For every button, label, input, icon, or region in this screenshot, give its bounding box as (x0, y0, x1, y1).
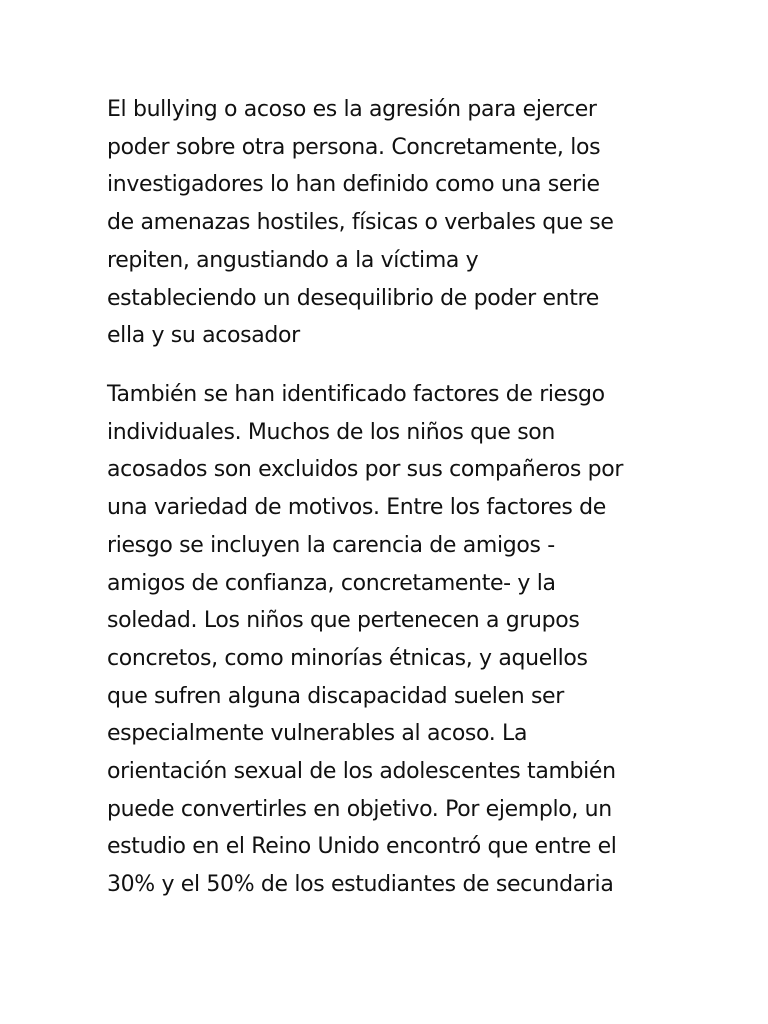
text-line: El bullying o acoso es la agresión para ejercer (107, 97, 597, 122)
text-line: riesgo se incluyen la carencia de amigos - (107, 532, 555, 558)
text-line: soledad. Los niños que pertenecen a grupos (107, 608, 580, 634)
text-line: poder sobre otra persona. Concretamente, los (107, 134, 601, 160)
text-line: puede convertirles en objetivo. Por ejemplo, un (107, 796, 612, 822)
text-line: 30% y el 50% de los estudiantes de secundaria (107, 872, 614, 898)
paragraph-1 (107, 91, 707, 355)
text-line: individuales. Muchos de los niños que son (107, 419, 556, 445)
text-line: estableciendo un desequilibrio de poder entre (107, 285, 599, 311)
text-line: investigadores lo han definido como una serie (107, 172, 600, 198)
text-line: repiten, angustiando a la víctima y (107, 247, 479, 273)
text-line: de amenazas hostiles, físicas o verbales que se (107, 210, 614, 236)
text-line: acosados son excluidos por sus compañeros por (107, 457, 624, 483)
text-line: especialmente vulnerables al acoso. La (107, 721, 528, 747)
text-line: estudio en el Reino Unido encontró que entre el (107, 834, 617, 860)
text-line: que sufren alguna discapacidad suelen ser (107, 683, 564, 709)
text-line: orientación sexual de los adolescentes también (107, 759, 616, 785)
text-line: concretos, como minorías étnicas, y aquellos (107, 645, 588, 671)
text-line: una variedad de motivos. Entre los factores de (107, 495, 606, 521)
text-line: ella y su acosador (107, 323, 300, 349)
text-line: También se han identificado factores de riesgo (107, 382, 605, 407)
text-line: amigos de confianza, concretamente- y la (107, 570, 556, 596)
paragraph-2 (107, 376, 707, 904)
